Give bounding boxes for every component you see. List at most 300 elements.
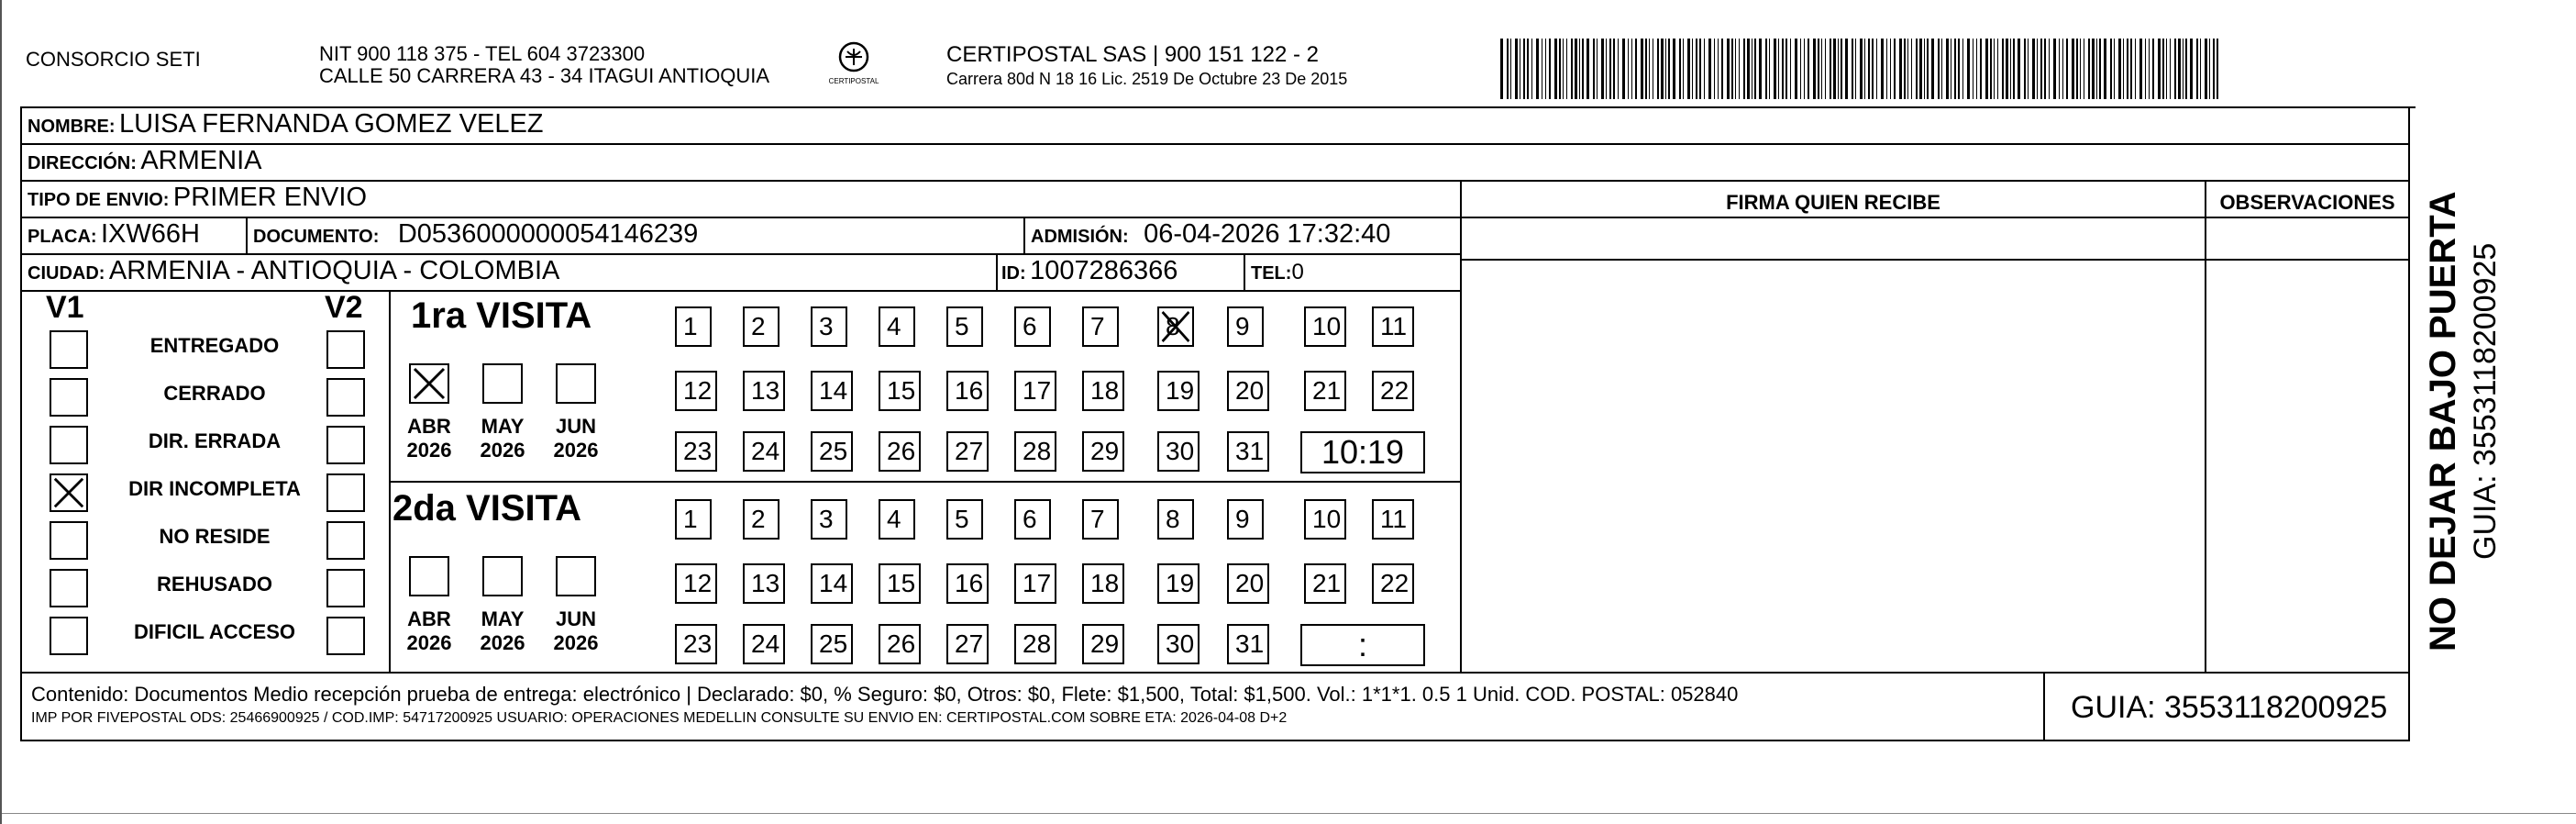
barcode-bar <box>1527 39 1529 99</box>
barcode-bar <box>1593 39 1595 99</box>
barcode-bar <box>1609 39 1611 99</box>
month-name: JUN <box>555 415 596 438</box>
month-checkbox[interactable] <box>409 556 449 596</box>
barcode-bar <box>1754 39 1756 99</box>
day-box[interactable]: 4 <box>879 499 915 540</box>
day-box[interactable]: 23 <box>675 624 717 664</box>
barcode-bar <box>1931 39 1934 99</box>
day-box[interactable]: 14 <box>811 563 853 604</box>
month-name: MAY <box>481 415 525 438</box>
day-box[interactable]: 2 <box>743 306 779 347</box>
placa-value: IXW66H <box>101 219 200 249</box>
day-box[interactable]: 10 <box>1304 306 1346 347</box>
barcode-bar <box>1563 39 1564 99</box>
col-line <box>2043 672 2045 740</box>
status-label: DIFICIL ACCESO <box>133 620 295 643</box>
barcode-bar <box>1868 39 1870 99</box>
barcode-bar <box>2135 39 2136 99</box>
ciudad-value: ARMENIA - ANTIOQUIA - COLOMBIA <box>108 256 560 285</box>
barcode-bar <box>1668 39 1670 99</box>
v2-checkbox[interactable] <box>326 569 365 607</box>
barcode-bar <box>2028 39 2029 99</box>
month-checkbox[interactable] <box>482 363 523 404</box>
day-box[interactable]: 5 <box>946 306 983 347</box>
barcode-bar <box>1774 39 1776 99</box>
day-box[interactable]: 6 <box>1014 306 1051 347</box>
barcode-bar <box>1696 39 1697 99</box>
month-label <box>548 607 603 655</box>
barcode-bar <box>1790 39 1791 99</box>
barcode-bar <box>1743 39 1745 99</box>
barcode-bar <box>2158 39 2161 99</box>
month-checkbox[interactable] <box>556 363 596 404</box>
barcode-bar <box>2178 39 2181 99</box>
barcode-bar <box>1881 39 1884 99</box>
day-box[interactable]: 5 <box>946 499 983 540</box>
admision-cell <box>1031 219 1390 250</box>
barcode-bar <box>1911 39 1912 99</box>
tipo-label: TIPO DE ENVIO: <box>28 190 170 210</box>
v1-checkbox[interactable] <box>50 426 88 464</box>
visit2-title: 2da VISITA <box>392 488 581 529</box>
barcode-bar <box>2130 39 2132 99</box>
v2-checkbox[interactable] <box>326 473 365 512</box>
id-cell <box>1001 256 1177 286</box>
day-box[interactable]: 31 <box>1227 431 1269 472</box>
barcode-bar <box>1510 39 1511 99</box>
barcode-bar <box>1954 39 1956 99</box>
month-year: 2026 <box>406 439 452 462</box>
tel-label-text: TEL: <box>1251 263 1292 284</box>
month-label <box>548 415 603 462</box>
month-label <box>475 415 530 462</box>
day-box[interactable]: 18 <box>1082 563 1124 604</box>
day-box[interactable]: 27 <box>946 431 989 472</box>
logo-text: CERTIPOSTAL <box>828 77 879 85</box>
barcode-bar <box>1833 39 1836 99</box>
barcode-bar <box>1876 39 1877 99</box>
footer-line1: Contenido: Documentos Medio recepción prueba de entrega: electrónico | Declarado: $0, % Seguro: $0, Otros: $0, Flete: $1,500, Total: $1,500. Vol.: 1*1*1. 0.5 1 Unid. COD. POSTAL: 052840 <box>31 683 1739 706</box>
form-top-border <box>20 106 2416 108</box>
barcode-bar <box>2213 39 2215 99</box>
day-box[interactable]: 7 <box>1082 499 1119 540</box>
barcode-bar <box>1985 39 1988 99</box>
day-box[interactable]: 23 <box>675 431 717 472</box>
form-right-border <box>2408 106 2410 741</box>
barcode-bar <box>2166 39 2167 99</box>
barcode-bar <box>2099 39 2101 99</box>
barcode-bar <box>1731 39 1733 99</box>
day-box[interactable]: 9 <box>1227 499 1264 540</box>
barcode-bar <box>2006 39 2008 99</box>
form-bottom-border <box>20 740 2410 741</box>
barcode-bar <box>1976 39 1977 99</box>
day-box[interactable]: 20 <box>1227 563 1269 604</box>
barcode-bar <box>1661 39 1664 99</box>
barcode-bar <box>2162 39 2164 99</box>
barcode-bar <box>2002 39 2004 99</box>
day-box[interactable]: 10 <box>1304 499 1346 540</box>
barcode-bar <box>1818 39 1819 99</box>
barcode <box>1500 39 2221 99</box>
month-checkbox[interactable] <box>409 363 449 404</box>
barcode-bar <box>1765 39 1767 99</box>
barcode-bar <box>1904 39 1906 99</box>
barcode-bar <box>2010 39 2011 99</box>
barcode-bar <box>1821 39 1822 99</box>
barcode-bar <box>1515 39 1518 99</box>
col-line <box>1244 253 1245 290</box>
barcode-bar <box>1657 39 1659 99</box>
direccion-value: ARMENIA <box>140 146 262 175</box>
v1-checkbox[interactable] <box>50 378 88 417</box>
barcode-bar <box>1782 39 1784 99</box>
day-box[interactable]: 19 <box>1157 563 1200 604</box>
barcode-bar <box>1759 39 1762 99</box>
day-box[interactable]: 14 <box>811 371 853 411</box>
time-box[interactable]: 10:19 <box>1300 431 1425 473</box>
barcode-bar <box>1704 39 1705 99</box>
id-label: ID: <box>1001 263 1026 284</box>
status-label: REHUSADO <box>157 573 272 596</box>
barcode-bar <box>2013 39 2015 99</box>
time-box[interactable]: : <box>1300 624 1425 666</box>
barcode-bar <box>2032 39 2035 99</box>
col-line <box>1023 217 1025 253</box>
id-value: 1007286366 <box>1030 256 1178 285</box>
barcode-bar <box>2104 39 2106 99</box>
barcode-bar <box>1613 39 1615 99</box>
month-name: ABR <box>407 607 451 630</box>
barcode-bar <box>1718 39 1719 99</box>
barcode-bar <box>1708 39 1711 99</box>
barcode-bar <box>1994 39 1995 99</box>
day-box[interactable]: 19 <box>1157 371 1200 411</box>
barcode-bar <box>1673 39 1675 99</box>
month-name: ABR <box>407 415 451 438</box>
day-box[interactable]: 17 <box>1014 371 1056 411</box>
barcode-bar <box>2114 39 2115 99</box>
barcode-bar <box>1967 39 1970 99</box>
day-box[interactable]: 21 <box>1304 563 1346 604</box>
tel-cell <box>1251 260 1304 285</box>
day-box[interactable]: 11 <box>1372 306 1414 347</box>
barcode-bar <box>1813 39 1816 99</box>
day-box[interactable]: 15 <box>879 371 921 411</box>
documento-cell <box>253 219 698 250</box>
day-box[interactable]: 27 <box>946 624 989 664</box>
v1-checkbox[interactable] <box>50 617 88 655</box>
month-name: JUN <box>555 607 596 630</box>
barcode-bar <box>1946 39 1949 99</box>
barcode-bar <box>1579 39 1580 99</box>
v1-checkbox[interactable] <box>50 521 88 560</box>
v1-header: V1 <box>46 290 84 325</box>
barcode-bar <box>1872 39 1874 99</box>
barcode-bar <box>1845 39 1848 99</box>
barcode-bar <box>1622 39 1625 99</box>
day-box[interactable]: 13 <box>743 371 785 411</box>
barcode-bar <box>2080 39 2081 99</box>
barcode-bar <box>2127 39 2128 99</box>
v1-checkbox[interactable] <box>50 569 88 607</box>
row-line <box>389 481 1460 483</box>
barcode-bar <box>1886 39 1887 99</box>
day-box[interactable]: 31 <box>1227 624 1269 664</box>
barcode-bar <box>2217 39 2218 99</box>
barcode-bar <box>1500 39 1503 99</box>
documento-value: D0536000000054146239 <box>397 219 699 249</box>
day-box[interactable]: 17 <box>1014 563 1056 604</box>
barcode-bar <box>1597 39 1598 99</box>
barcode-bar <box>1962 39 1963 99</box>
barcode-bar <box>2040 39 2042 99</box>
barcode-bar <box>1855 39 1856 99</box>
barcode-bar <box>1721 39 1723 99</box>
v1-checkbox[interactable] <box>50 473 88 512</box>
day-box[interactable]: 16 <box>946 563 989 604</box>
ciudad-cell <box>28 256 559 286</box>
barcode-bar <box>1747 39 1750 99</box>
barcode-bar <box>2145 39 2146 99</box>
barcode-bar <box>1997 39 1998 99</box>
barcode-bar <box>1919 39 1922 99</box>
day-box[interactable]: 3 <box>811 499 847 540</box>
day-box[interactable]: 22 <box>1372 563 1414 604</box>
day-box[interactable]: 12 <box>675 371 717 411</box>
observaciones-header: OBSERVACIONES <box>2219 191 2395 214</box>
day-box[interactable]: 12 <box>675 563 717 604</box>
barcode-bar <box>1679 39 1681 99</box>
barcode-bar <box>2110 39 2112 99</box>
ciudad-label: CIUDAD: <box>28 263 105 284</box>
form-left-border <box>20 106 22 741</box>
v2-checkbox[interactable] <box>326 521 365 560</box>
barcode-bar <box>1808 39 1809 99</box>
license-line: Carrera 80d N 18 16 Lic. 2519 De Octubre 23 De 2015 <box>946 70 1348 88</box>
direccion-label: DIRECCIÓN: <box>28 153 137 173</box>
barcode-bar <box>1683 39 1684 99</box>
month-year: 2026 <box>406 631 452 654</box>
month-year: 2026 <box>480 631 525 654</box>
v2-header: V2 <box>325 290 363 325</box>
day-box[interactable]: 22 <box>1372 371 1414 411</box>
nombre-value: LUISA FERNANDA GOMEZ VELEZ <box>119 109 544 139</box>
barcode-bar <box>2174 39 2176 99</box>
barcode-bar <box>1645 39 1647 99</box>
day-box[interactable]: 25 <box>811 431 853 472</box>
status-label: DIR. ERRADA <box>148 429 282 452</box>
barcode-bar <box>2190 39 2193 99</box>
month-label <box>475 607 530 655</box>
day-box[interactable]: 1 <box>675 306 712 347</box>
day-box[interactable]: 15 <box>879 563 921 604</box>
nit-line: NIT 900 118 375 - TEL 604 3723300 <box>319 42 646 65</box>
barcode-bar <box>1601 39 1604 99</box>
certipostal-logo <box>830 39 878 94</box>
barcode-bar <box>1566 39 1567 99</box>
v2-checkbox[interactable] <box>326 426 365 464</box>
documento-label: DOCUMENTO: <box>253 227 380 247</box>
barcode-bar <box>1554 39 1557 99</box>
day-box[interactable]: 6 <box>1014 499 1051 540</box>
barcode-bar <box>2123 39 2124 99</box>
day-x-mark <box>1159 308 1192 345</box>
day-box[interactable]: 26 <box>879 431 921 472</box>
barcode-bar <box>1536 39 1539 99</box>
day-box[interactable]: 4 <box>879 306 915 347</box>
row-line <box>20 217 2408 218</box>
admision-label: ADMISIÓN: <box>1031 227 1129 247</box>
day-box[interactable]: 29 <box>1082 624 1124 664</box>
month-checkbox[interactable] <box>482 556 523 596</box>
admision-value: 06-04-2026 17:32:40 <box>1144 219 1391 249</box>
barcode-bar <box>2209 39 2210 99</box>
placa-label: PLACA: <box>28 227 97 247</box>
barcode-bar <box>1864 39 1865 99</box>
month-label <box>402 607 457 655</box>
barcode-bar <box>2062 39 2063 99</box>
barcode-bar <box>2139 39 2142 99</box>
barcode-bar <box>1769 39 1770 99</box>
barcode-bar <box>1606 39 1607 99</box>
day-box[interactable]: 29 <box>1082 431 1124 472</box>
day-box[interactable]: 28 <box>1014 431 1056 472</box>
barcode-bar <box>1894 39 1896 99</box>
barcode-bar <box>1582 39 1584 99</box>
barcode-bar <box>1838 39 1839 99</box>
day-box[interactable]: 11 <box>1372 499 1414 540</box>
month-checkbox[interactable] <box>556 556 596 596</box>
address-line: CALLE 50 CARRERA 43 - 34 ITAGUI ANTIOQUIA <box>319 64 770 87</box>
day-box[interactable]: 7 <box>1082 306 1119 347</box>
barcode-bar <box>1860 39 1863 99</box>
barcode-bar <box>2018 39 2020 99</box>
barcode-bar <box>2149 39 2150 99</box>
barcode-bar <box>1804 39 1805 99</box>
barcode-bar <box>2196 39 2198 99</box>
barcode-bar <box>1687 39 1690 99</box>
barcode-bar <box>2049 39 2050 99</box>
month-name: MAY <box>481 607 525 630</box>
day-box[interactable]: 25 <box>811 624 853 664</box>
col-line <box>1460 180 1462 672</box>
barcode-bar <box>1618 39 1619 99</box>
company-name: CONSORCIO SETI <box>26 48 201 71</box>
firma-header: FIRMA QUIEN RECIBE <box>1726 191 1940 214</box>
month-year: 2026 <box>480 439 525 462</box>
row-line <box>20 672 2408 674</box>
direccion-row <box>28 146 261 176</box>
barcode-bar <box>1990 39 1992 99</box>
status-label: ENTREGADO <box>149 334 280 357</box>
day-box[interactable]: 30 <box>1157 431 1200 472</box>
day-box[interactable]: 2 <box>743 499 779 540</box>
day-box[interactable]: 1 <box>675 499 712 540</box>
barcode-bar <box>1739 39 1740 99</box>
barcode-bar <box>2076 39 2078 99</box>
day-box[interactable]: 18 <box>1082 371 1124 411</box>
barcode-bar <box>2183 39 2184 99</box>
day-box[interactable]: 3 <box>811 306 847 347</box>
tipo-row <box>28 183 367 213</box>
page-left-edge <box>0 0 2 824</box>
barcode-bar <box>1927 39 1929 99</box>
side-guia: GUIA: 3553118200925 <box>2468 242 2503 560</box>
barcode-bar <box>2092 39 2095 99</box>
barcode-bar <box>1890 39 1891 99</box>
day-box[interactable]: 21 <box>1304 371 1346 411</box>
barcode-bar <box>1523 39 1525 99</box>
barcode-bar <box>1631 39 1632 99</box>
barcode-bar <box>1575 39 1577 99</box>
barcode-bar <box>2066 39 2068 99</box>
barcode-bar <box>1778 39 1779 99</box>
barcode-bar <box>2118 39 2121 99</box>
barcode-bar <box>1507 39 1509 99</box>
barcode-bar <box>2059 39 2060 99</box>
tipo-value: PRIMER ENVIO <box>172 183 368 212</box>
nombre-row <box>28 109 544 139</box>
certipostal-line: CERTIPOSTAL SAS | 900 151 122 - 2 <box>946 42 1319 67</box>
day-box[interactable]: 24 <box>743 624 785 664</box>
col-line <box>2205 180 2206 672</box>
day-box[interactable]: 24 <box>743 431 785 472</box>
v2-checkbox[interactable] <box>326 330 365 369</box>
barcode-bar <box>1549 39 1551 99</box>
no-dejar-bajo-puerta: NO DEJAR BAJO PUERTA <box>2423 191 2463 651</box>
barcode-bar <box>2053 39 2056 99</box>
day-box[interactable]: 9 <box>1227 306 1264 347</box>
month-year: 2026 <box>553 439 599 462</box>
placa-cell <box>28 219 200 250</box>
barcode-bar <box>2072 39 2074 99</box>
month-year: 2026 <box>553 631 599 654</box>
day-box[interactable]: 30 <box>1157 624 1200 664</box>
day-box[interactable]: 28 <box>1014 624 1056 664</box>
barcode-bar <box>1735 39 1736 99</box>
barcode-bar <box>1980 39 1982 99</box>
v1-checkbox[interactable] <box>50 330 88 369</box>
barcode-bar <box>1727 39 1730 99</box>
day-box[interactable]: 16 <box>946 371 989 411</box>
barcode-bar <box>1665 39 1666 99</box>
col-line <box>246 217 248 253</box>
barcode-bar <box>1714 39 1715 99</box>
barcode-bar <box>1559 39 1561 99</box>
barcode-bar <box>1699 39 1701 99</box>
barcode-bar <box>2088 39 2090 99</box>
v2-checkbox[interactable] <box>326 617 365 655</box>
barcode-bar <box>1545 39 1546 99</box>
tel-value: 0 <box>1291 260 1304 284</box>
v2-checkbox[interactable] <box>326 378 365 417</box>
footer-line2: IMP POR FIVEPOSTAL ODS: 25466900925 / COD.IMP: 54717200925 USUARIO: OPERACIONES MEDELLIN CONSULTE SU ENVIO EN: CERTIPOSTAL.COM SOBRE ETA: 2026-04-08 D+2 <box>31 710 1288 726</box>
barcode-bar <box>1786 39 1787 99</box>
barcode-bar <box>2037 39 2038 99</box>
day-box[interactable]: 26 <box>879 624 921 664</box>
barcode-bar <box>1852 39 1853 99</box>
day-box[interactable]: 13 <box>743 563 785 604</box>
barcode-bar <box>1795 39 1797 99</box>
day-box[interactable]: 8 <box>1157 499 1194 540</box>
day-box[interactable]: 8 <box>1157 306 1194 347</box>
day-box[interactable]: 20 <box>1227 371 1269 411</box>
barcode-bar <box>1641 39 1643 99</box>
footer-guia: GUIA: 3553118200925 <box>2071 690 2388 725</box>
status-label: NO RESIDE <box>159 525 271 548</box>
barcode-bar <box>1899 39 1902 99</box>
